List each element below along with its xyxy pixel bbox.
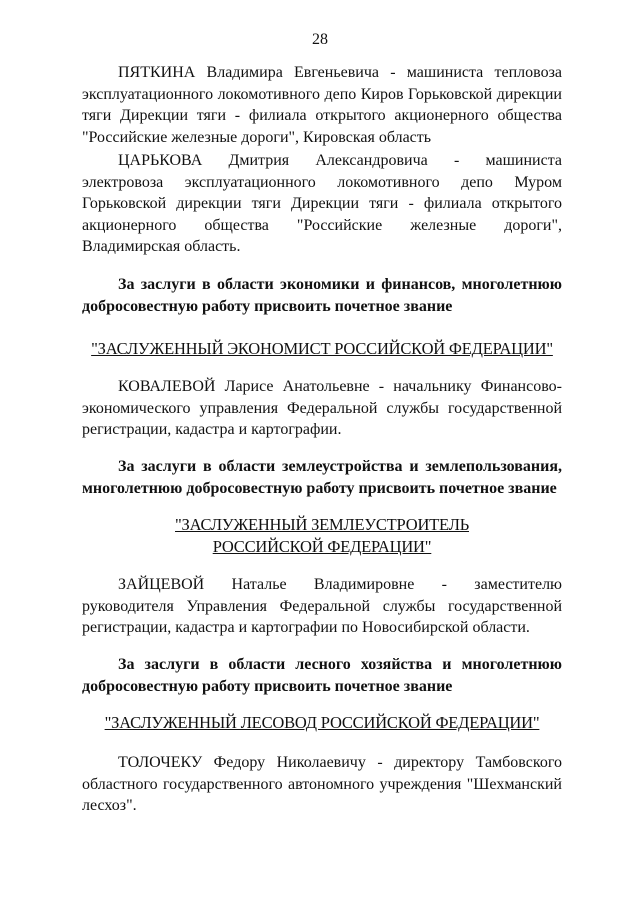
text-line: руководителя Управления Федеральной службы государственной (82, 597, 562, 615)
text-line: ЗАЙЦЕВОЙ Наталье Владимировне - заместителю (118, 576, 562, 593)
page-number: 28 (312, 31, 328, 48)
award-entry-zaytseva (82, 574, 562, 639)
text-line: тяги Дирекции тяги - филиала открытого акционерного общества (82, 107, 562, 124)
section-heading-land-management (82, 456, 562, 499)
award-entry-kovaleva (82, 376, 562, 441)
honorary-title-land-surveyor (82, 514, 562, 557)
title-line: "ЗАСЛУЖЕННЫЙ ЗЕМЛЕУСТРОИТЕЛЬ (175, 515, 469, 534)
section-heading-economics (82, 274, 562, 317)
text-line: "Российские железные дороги", Кировская область (82, 128, 432, 146)
heading-line: добросовестную работу присвоить почетное звание (82, 297, 453, 315)
text-line: КОВАЛЕВОЙ Ларисе Анатольевне - начальнику Финансово- (118, 378, 562, 395)
text-line: электровоза эксплуатационного локомотивного депо Муром (82, 173, 562, 191)
section-heading-forestry (82, 654, 562, 697)
award-entry-pyatkin (82, 62, 562, 148)
text-line: регистрации, кадастра и картографии. (82, 421, 342, 438)
award-entry-tsarkov (82, 150, 562, 258)
heading-line: многолетнюю добросовестную работу присвоить почетное звание (82, 479, 557, 497)
heading-line: За заслуги в области лесного хозяйства и многолетнюю (118, 656, 562, 673)
text-line: ЦАРЬКОВА Дмитрия Александровича - машиниста (118, 152, 562, 169)
text-line: акционерного общества "Российские железные дороги", (82, 216, 562, 234)
text-line: эксплуатационного локомотивного депо Киров Горьковской дирекции (82, 85, 562, 103)
title-line: РОССИЙСКОЙ ФЕДЕРАЦИИ" (212, 536, 432, 556)
title-line: "ЗАСЛУЖЕННЫЙ ЛЕСОВОД РОССИЙСКОЙ ФЕДЕРАЦИИ" (104, 713, 540, 732)
text-line: Владимирская область. (82, 238, 241, 255)
text-line: регистрации, кадастра и картографии по Новосибирской области. (82, 619, 530, 636)
text-line: ПЯТКИНА Владимира Евгеньевича - машиниста тепловоза (118, 64, 562, 81)
text-line: областного государственного автономного учреждения "Шехманский (82, 775, 562, 793)
honorary-title-forester (82, 712, 562, 734)
text-line: ТОЛОЧЕКУ Федору Николаевичу - директору Тамбовского (118, 754, 562, 771)
award-entry-tolochek (82, 752, 562, 817)
heading-line: За заслуги в области землеустройства и землепользования, (118, 458, 562, 475)
honorary-title-economist (82, 338, 562, 360)
title-line: "ЗАСЛУЖЕННЫЙ ЭКОНОМИСТ РОССИЙСКОЙ ФЕДЕРАЦИИ" (91, 339, 553, 358)
text-line: лесхоз". (82, 797, 137, 814)
text-line: Горьковской дирекции тяги Дирекции тяги - филиала открытого (82, 195, 562, 212)
heading-line: добросовестную работу присвоить почетное звание (82, 677, 453, 695)
text-line: экономического управления Федеральной службы государственной (82, 399, 562, 417)
heading-line: За заслуги в области экономики и финансов, многолетнюю (118, 276, 562, 293)
